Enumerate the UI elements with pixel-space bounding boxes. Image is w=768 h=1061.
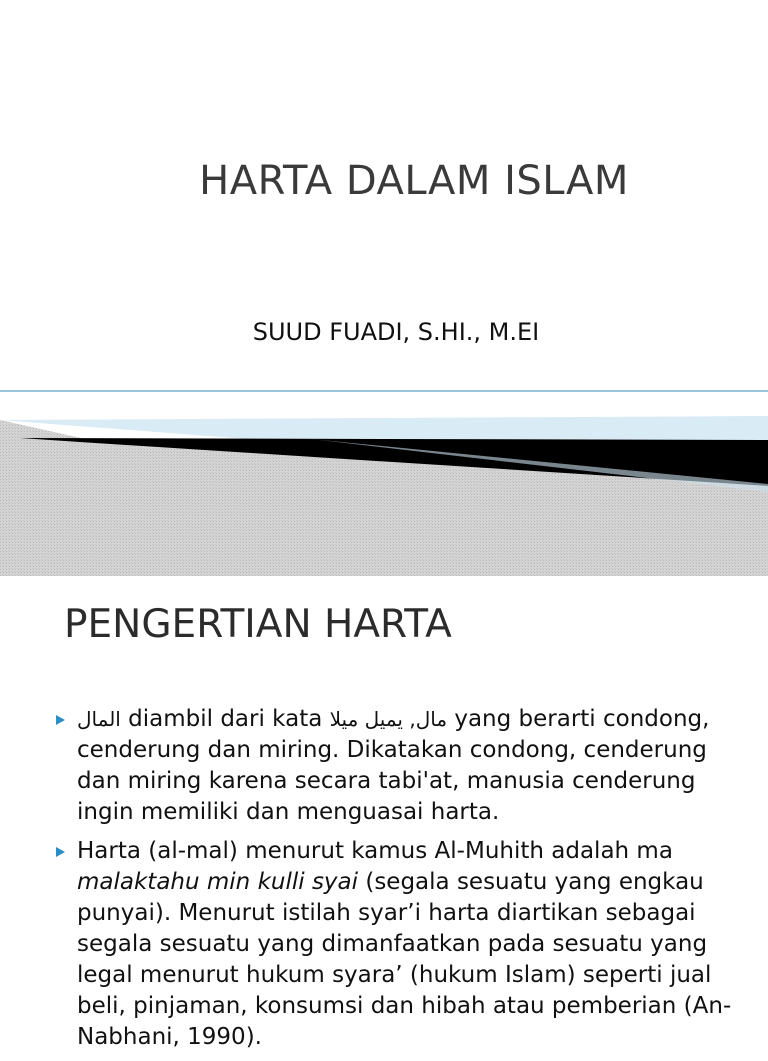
arabic-word: المال: [77, 707, 121, 731]
triangle-right-icon: [56, 704, 77, 729]
bullet-text: [77, 836, 746, 1053]
decorative-band: [0, 380, 768, 576]
list-item: [56, 704, 746, 828]
bullet-text-part: Harta (al-mal) menurut kamus Al-Muhith adalah ma: [77, 838, 673, 864]
bullet-text-part: diambil dari kata: [120, 706, 330, 732]
italic-term: malaktahu min kulli syai: [77, 869, 359, 895]
arabic-root: مال, يميل ميلا: [329, 707, 448, 731]
triangle-right-icon: [56, 836, 77, 861]
bullet-text-part: yang berarti condong, cenderung dan miring. Dikatakan condong, cenderung dan miring karena secara tabi'at, manusia cenderung ingin memiliki dan menguasai harta.: [77, 706, 710, 825]
content-slide: [0, 576, 768, 1050]
bullet-list: [56, 704, 746, 1061]
slide-title: PENGERTIAN HARTA: [64, 602, 452, 647]
bullet-text: [77, 704, 746, 828]
list-item: [56, 836, 746, 1053]
bullet-text-part: (segala sesuatu yang engkau punyai). Menurut istilah syar’i harta diartikan sebagai segala sesuatu yang dimanfaatkan pada sesuatu yang legal menurut hukum syara’ (hukum Islam) seperti jual beli, pinjaman, konsumsi dan hibah atau pemberian (An-Nabhani, 1990).: [77, 869, 732, 1050]
presentation-title: HARTA DALAM ISLAM: [199, 158, 629, 204]
presentation-author: SUUD FUADI, S.HI., M.EI: [252, 318, 540, 346]
